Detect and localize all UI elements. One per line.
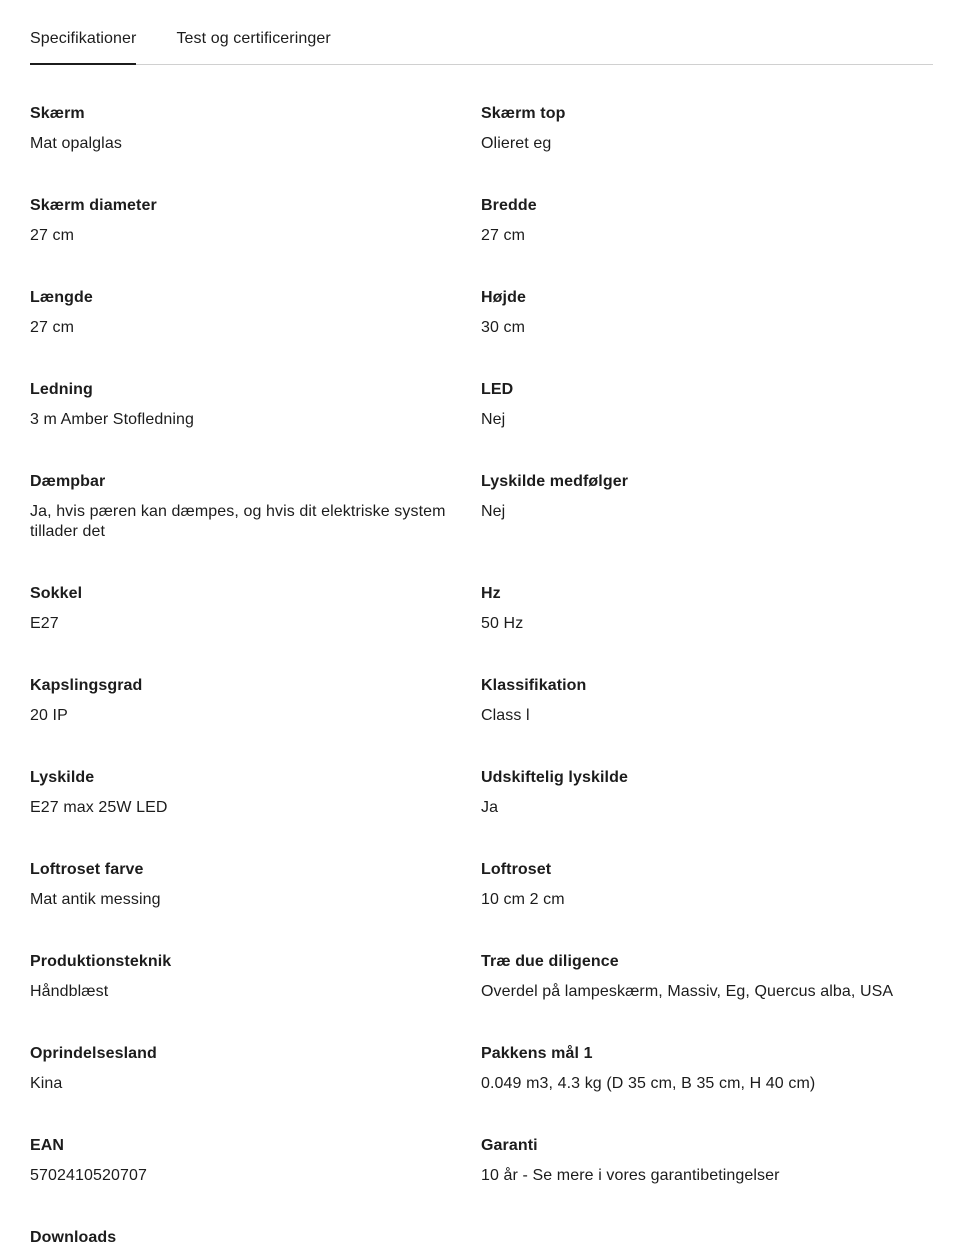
spec-value: 5702410520707 <box>30 1167 147 1184</box>
spec-item <box>30 1044 481 1094</box>
spec-item <box>30 472 481 542</box>
spec-item <box>481 196 933 246</box>
spec-value: 30 cm <box>481 319 526 336</box>
spec-value: 27 cm <box>30 319 75 336</box>
spec-value: 20 IP <box>30 707 68 724</box>
spec-label: Loftroset <box>481 861 552 878</box>
spec-value: Nej <box>481 503 506 520</box>
spec-label: Produktionsteknik <box>30 953 172 970</box>
spec-value: 3 m Amber Stofledning <box>30 411 194 428</box>
spec-label: Dæmpbar <box>30 473 106 490</box>
spec-item <box>30 952 481 1002</box>
spec-value: 50 Hz <box>481 615 524 632</box>
spec-label: Lyskilde medfølger <box>481 473 629 490</box>
spec-value: Nej <box>481 411 506 428</box>
spec-value: 27 cm <box>30 227 75 244</box>
spec-value: Kina <box>30 1075 63 1092</box>
spec-item <box>30 584 481 634</box>
spec-item <box>30 104 481 154</box>
spec-item <box>481 472 933 542</box>
spec-label: Pakkens mål 1 <box>481 1045 593 1062</box>
spec-item <box>481 288 933 338</box>
spec-value: E27 <box>30 615 59 632</box>
spec-item <box>30 860 481 910</box>
spec-label: Skærm top <box>481 105 566 122</box>
spec-value: Class l <box>481 707 530 724</box>
spec-label: EAN <box>30 1137 65 1154</box>
spec-value: Håndblæst <box>30 983 109 1000</box>
spec-value: 10 år - Se mere i vores garantibetingelser <box>481 1167 780 1184</box>
spec-grid <box>30 104 933 1258</box>
spec-label: Downloads <box>30 1229 117 1246</box>
spec-value: Mat antik messing <box>30 891 161 908</box>
tab-test-og-certificeringer[interactable]: Test og certificeringer <box>176 30 331 47</box>
spec-value: Mat opalglas <box>30 135 122 152</box>
spec-item <box>481 1044 933 1094</box>
spec-item <box>30 288 481 338</box>
spec-label: Ledning <box>30 381 93 398</box>
spec-item <box>481 860 933 910</box>
spec-label: Klassifikation <box>481 677 587 694</box>
spec-label: Længde <box>30 289 93 306</box>
spec-item <box>30 1136 481 1186</box>
spec-label: Højde <box>481 289 526 306</box>
spec-label: Loftroset farve <box>30 861 144 878</box>
spec-item <box>30 196 481 246</box>
spec-item <box>481 952 933 1002</box>
spec-value: Olieret eg <box>481 135 552 152</box>
spec-label: Sokkel <box>30 585 83 602</box>
spec-label: Bredde <box>481 197 537 214</box>
spec-label: Kapslingsgrad <box>30 677 143 694</box>
spec-label: Skærm diameter <box>30 197 157 214</box>
spec-value: Ja <box>481 799 499 816</box>
spec-value: Overdel på lampeskærm, Massiv, Eg, Quercus alba, USA <box>481 983 894 1000</box>
spec-label: Udskiftelig lyskilde <box>481 769 628 786</box>
spec-item <box>30 768 481 818</box>
spec-value: 0.049 m3, 4.3 kg (D 35 cm, B 35 cm, H 40 cm) <box>481 1075 816 1092</box>
spec-label: LED <box>481 381 514 398</box>
tab-specifikationer[interactable]: Specifikationer <box>30 0 136 65</box>
spec-value: Ja, hvis pæren kan dæmpes, og hvis dit elektriske system tillader det <box>30 503 446 540</box>
spec-item <box>30 676 481 726</box>
spec-value: 27 cm <box>481 227 526 244</box>
spec-item <box>481 676 933 726</box>
spec-label: Skærm <box>30 105 85 122</box>
spec-label: Garanti <box>481 1137 538 1154</box>
spec-item <box>481 380 933 430</box>
spec-label: Hz <box>481 585 501 602</box>
spec-item <box>481 768 933 818</box>
spec-label: Træ due diligence <box>481 953 619 970</box>
spec-tabs <box>30 0 933 65</box>
spec-item <box>481 104 933 154</box>
spec-label: Oprindelsesland <box>30 1045 157 1062</box>
spec-item <box>30 1228 481 1258</box>
spec-item <box>481 584 933 634</box>
spec-label: Lyskilde <box>30 769 95 786</box>
spec-value: E27 max 25W LED <box>30 799 168 816</box>
spec-item <box>481 1136 933 1186</box>
spec-item <box>30 380 481 430</box>
spec-value: 10 cm 2 cm <box>481 891 565 908</box>
